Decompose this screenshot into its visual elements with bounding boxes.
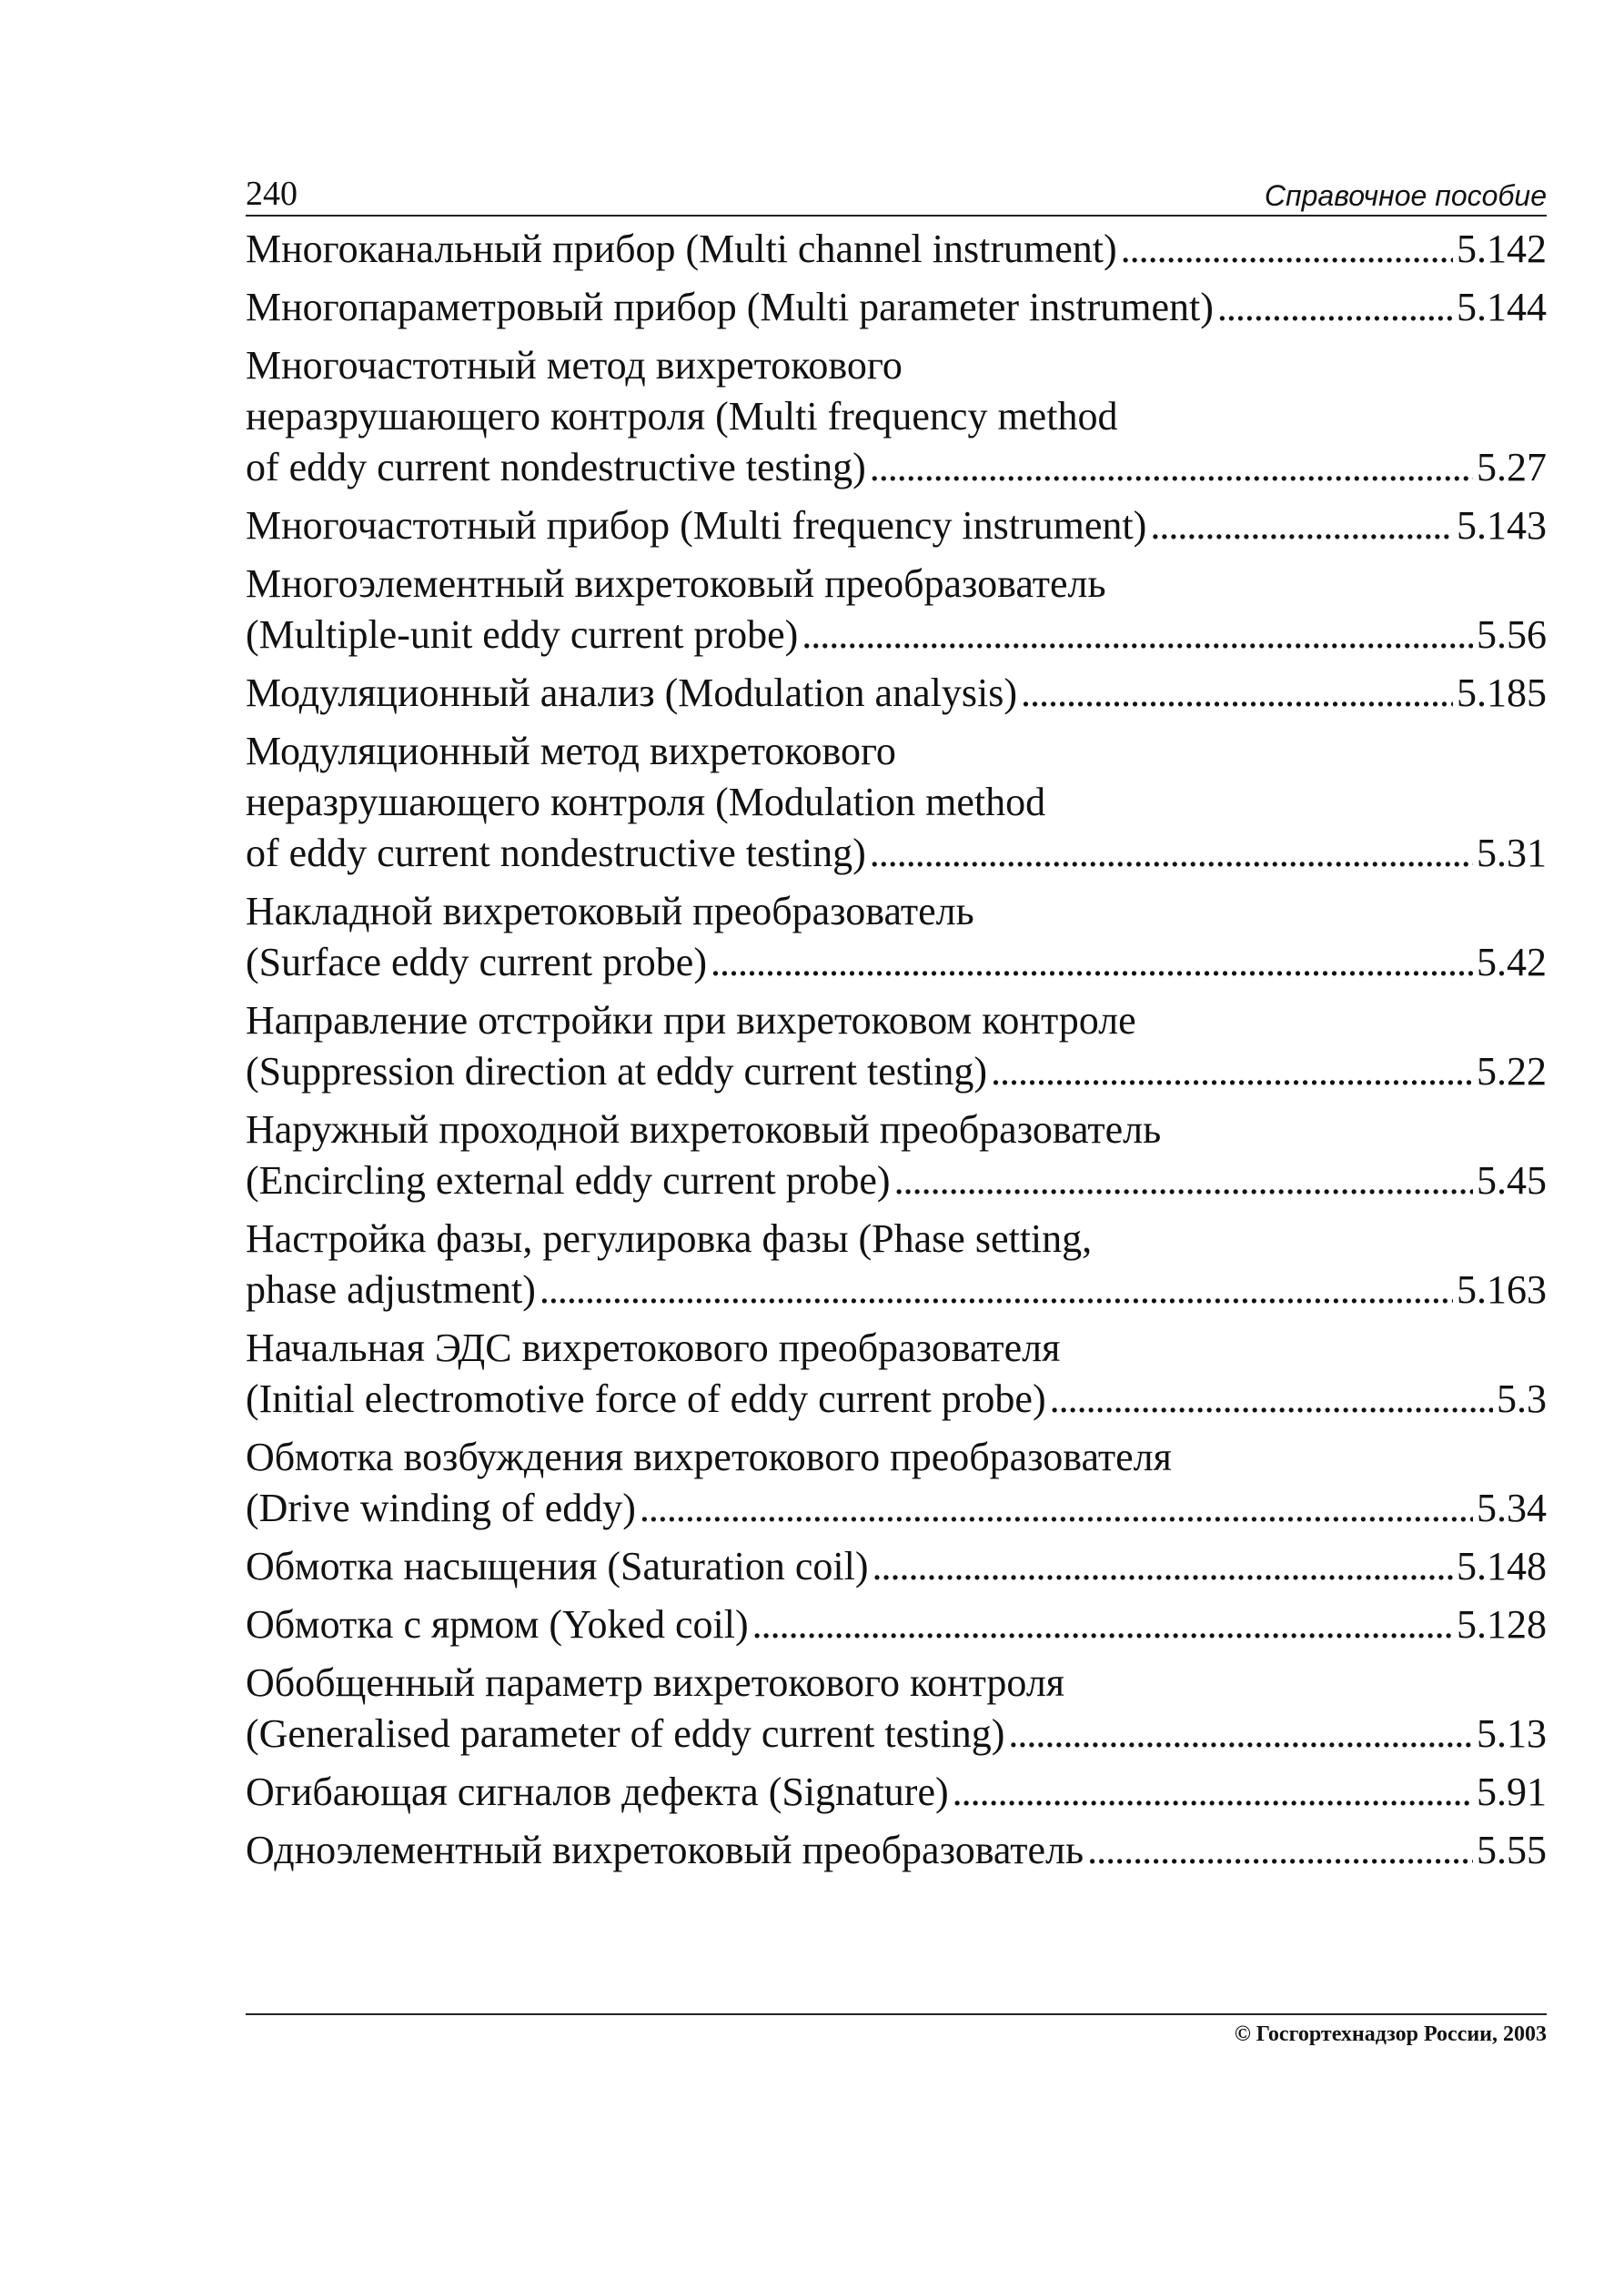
entry-term: (Initial electromotive force of eddy current probe) [246, 1376, 1046, 1421]
dot-leader [711, 937, 1473, 988]
entry-reference: 5.148 [1457, 1544, 1547, 1588]
entry-term: of eddy current nondestructive testing) [246, 445, 866, 489]
entry-line: неразрушающего контроля (Modulation method [246, 780, 1046, 824]
entry-reference: 5.163 [1457, 1267, 1547, 1312]
entry-line: неразрушающего контроля (Multi frequency method [246, 394, 1118, 439]
entry-line: Многочастотный метод вихретокового [246, 343, 903, 388]
dot-leader [540, 1265, 1453, 1316]
index-entry [246, 282, 1547, 333]
entry-term: phase adjustment) [246, 1267, 536, 1312]
entry-final-line [246, 1046, 1547, 1097]
entry-line: Многоэлементный вихретоковый преобразователь [246, 561, 1106, 606]
entry-term: Модуляционный анализ (Modulation analysis) [246, 671, 1017, 715]
entry-term: Обмотка с ярмом (Yoked coil) [246, 1602, 749, 1647]
dot-leader [802, 610, 1473, 660]
entry-term: (Suppression direction at eddy current testing) [246, 1049, 988, 1094]
entry-final-line [246, 1767, 1547, 1818]
entry-line: Накладной вихретоковый преобразователь [246, 889, 974, 933]
entry-final-line [246, 1155, 1547, 1206]
entry-final-line [246, 1265, 1547, 1316]
entry-term: (Encircling external eddy current probe) [246, 1158, 891, 1203]
document-page [246, 173, 1547, 2083]
entry-line: Наружный проходной вихретоковый преобразователь [246, 1107, 1162, 1152]
page-header [246, 173, 1547, 217]
entry-final-line [246, 224, 1547, 275]
running-title: Справочное пособие [1264, 179, 1547, 212]
entry-line: Направление отстройки при вихретоковом контроле [246, 998, 1136, 1043]
entry-term: Многоканальный прибор (Multi channel instrument) [246, 227, 1117, 271]
entry-reference: 5.27 [1477, 445, 1547, 489]
entry-term: (Drive winding of eddy) [246, 1486, 636, 1530]
dot-leader [1150, 500, 1453, 551]
entry-term: (Surface eddy current probe) [246, 940, 707, 984]
entry-final-line [246, 442, 1547, 493]
entry-reference: 5.185 [1457, 671, 1547, 715]
entry-reference: 5.144 [1457, 285, 1547, 329]
entry-final-line [246, 1599, 1547, 1650]
dot-leader [953, 1767, 1473, 1818]
entry-line: Начальная ЭДС вихретокового преобразователя [246, 1326, 1061, 1370]
page-number: 240 [246, 175, 298, 213]
entry-reference: 5.22 [1477, 1049, 1547, 1094]
entry-reference: 5.34 [1477, 1486, 1547, 1530]
index-entry [246, 668, 1547, 719]
entry-final-line [246, 1374, 1547, 1425]
entry-term: Одноэлементный вихретоковый преобразователь [246, 1828, 1084, 1872]
dot-leader [870, 442, 1473, 493]
entry-line: Обмотка возбуждения вихретокового преобразователя [246, 1435, 1172, 1479]
entry-term: Огибающая сигналов дефекта (Signature) [246, 1770, 949, 1814]
dot-leader [1087, 1825, 1473, 1876]
entry-final-line [246, 937, 1547, 988]
index-entry [246, 726, 1547, 879]
entry-final-line [246, 1483, 1547, 1534]
entry-line: Настройка фазы, регулировка фазы (Phase setting, [246, 1216, 1093, 1261]
entry-line: Обобщенный параметр вихретокового контроля [246, 1660, 1065, 1705]
dot-leader [1021, 668, 1453, 719]
index-entry [246, 1541, 1547, 1592]
entry-term: Многочастотный прибор (Multi frequency instrument) [246, 503, 1147, 548]
index-entry [246, 1214, 1547, 1316]
entry-term: of eddy current nondestructive testing) [246, 831, 866, 875]
entry-term: Обмотка насыщения (Saturation coil) [246, 1544, 869, 1588]
dot-leader [870, 828, 1473, 879]
index-entry [246, 340, 1547, 493]
entry-reference: 5.3 [1497, 1376, 1547, 1421]
index-entry [246, 1767, 1547, 1818]
copyright-footer: © Госгортехнадзор России, 2003 [246, 2013, 1547, 2047]
entry-final-line [246, 1825, 1547, 1876]
dot-leader [640, 1483, 1473, 1534]
entry-final-line [246, 1541, 1547, 1592]
entry-reference: 5.13 [1477, 1711, 1547, 1756]
entry-final-line [246, 282, 1547, 333]
dot-leader [991, 1046, 1473, 1097]
entry-final-line [246, 1709, 1547, 1760]
dot-leader [873, 1541, 1453, 1592]
entry-reference: 5.56 [1477, 612, 1547, 657]
index-entry [246, 1599, 1547, 1650]
index-entry [246, 1323, 1547, 1425]
dot-leader [894, 1155, 1473, 1206]
entry-term: Многопараметровый прибор (Multi parameter instrument) [246, 285, 1214, 329]
entry-reference: 5.91 [1477, 1770, 1547, 1814]
dot-leader [1050, 1374, 1493, 1425]
index-entry [246, 1104, 1547, 1206]
index-entry [246, 559, 1547, 660]
entry-line: Модуляционный метод вихретокового [246, 729, 896, 773]
dot-leader [1008, 1709, 1473, 1760]
entry-reference: 5.142 [1457, 227, 1547, 271]
index-entry [246, 995, 1547, 1097]
index-entry [246, 224, 1547, 275]
index-entry [246, 500, 1547, 551]
entry-reference: 5.31 [1477, 831, 1547, 875]
entry-final-line [246, 828, 1547, 879]
entry-reference: 5.128 [1457, 1602, 1547, 1647]
dot-leader [752, 1599, 1453, 1650]
index-entry [246, 1432, 1547, 1534]
index-entry [246, 1658, 1547, 1760]
glossary-index [246, 224, 1547, 1876]
dot-leader [1217, 282, 1453, 333]
index-entry [246, 1825, 1547, 1876]
dot-leader [1121, 224, 1453, 275]
entry-term: (Generalised parameter of eddy current testing) [246, 1711, 1005, 1756]
entry-reference: 5.55 [1477, 1828, 1547, 1872]
entry-reference: 5.42 [1477, 940, 1547, 984]
entry-term: (Multiple-unit eddy current probe) [246, 612, 799, 657]
entry-final-line [246, 500, 1547, 551]
index-entry [246, 886, 1547, 988]
entry-reference: 5.45 [1477, 1158, 1547, 1203]
entry-reference: 5.143 [1457, 503, 1547, 548]
entry-final-line [246, 668, 1547, 719]
entry-final-line [246, 610, 1547, 660]
